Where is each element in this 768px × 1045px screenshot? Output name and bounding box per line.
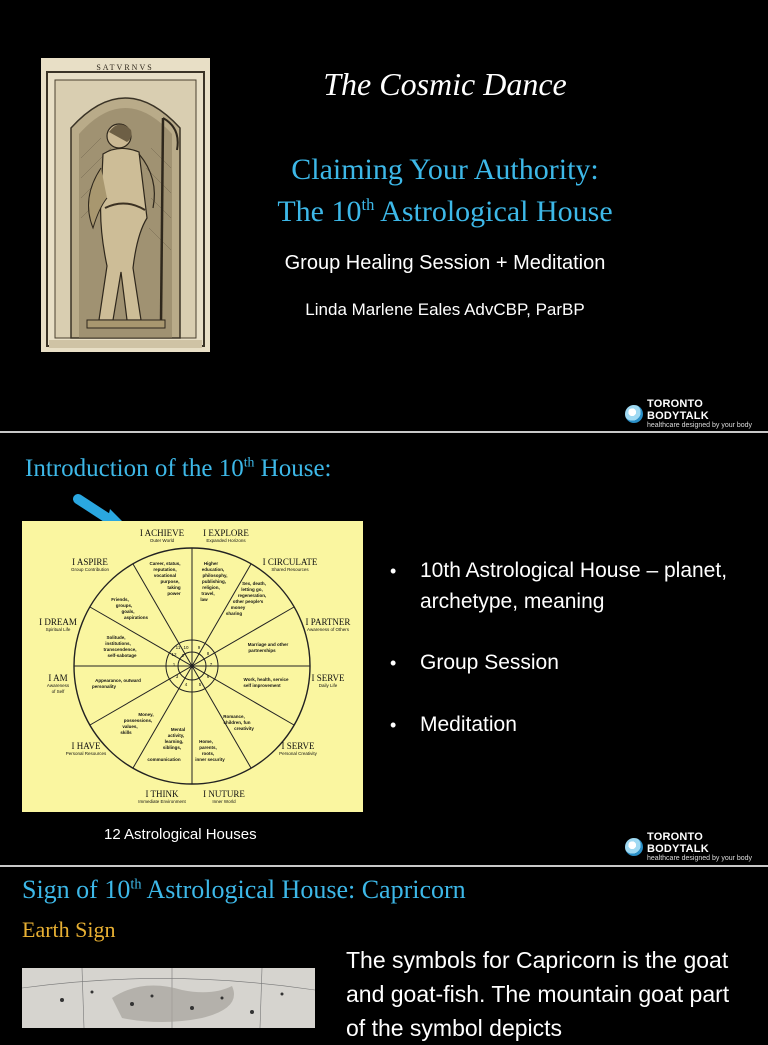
svg-text:publishing,: publishing, (202, 579, 226, 584)
svg-text:Shared Resources: Shared Resources (271, 567, 309, 572)
astrological-houses-wheel (22, 521, 363, 812)
svg-text:institutions,: institutions, (105, 641, 131, 646)
svg-text:vocational: vocational (153, 573, 177, 578)
svg-text:Higher: Higher (203, 561, 219, 566)
svg-text:I NUTURE: I NUTURE (203, 789, 245, 799)
toronto-bodytalk-logo (625, 831, 768, 862)
svg-text:regeneration,: regeneration, (237, 593, 267, 598)
logo-tagline: healthcare designed by your body (646, 855, 753, 862)
svg-text:Spiritual Life: Spiritual Life (45, 627, 71, 632)
svg-text:I PARTNER: I PARTNER (305, 617, 351, 627)
svg-text:sharing: sharing (225, 611, 243, 616)
svg-text:activity,: activity, (167, 733, 185, 738)
svg-text:possessions,: possessions, (123, 718, 153, 723)
presentation-subtitle-line1: Claiming Your Authority: (291, 153, 599, 186)
svg-text:Inner World: Inner World (212, 799, 236, 804)
svg-text:Expanded Horizons: Expanded Horizons (206, 538, 246, 543)
toronto-bodytalk-logo (625, 398, 768, 429)
svg-text:skills: skills (120, 730, 132, 735)
svg-text:personality: personality (91, 684, 117, 689)
slide-capricorn (0, 867, 768, 1041)
svg-text:Home,: Home, (199, 739, 213, 744)
presentation-title: The Cosmic Dance (323, 66, 567, 102)
svg-text:I HAVE: I HAVE (71, 741, 101, 751)
svg-text:Marriage and other: Marriage and other (247, 642, 289, 647)
svg-text:Friends,: Friends, (111, 597, 129, 602)
globe-icon (625, 838, 643, 856)
svg-text:children, fun: children, fun (223, 720, 251, 725)
svg-text:Career, status,: Career, status, (149, 561, 181, 566)
svg-text:power: power (167, 591, 181, 596)
svg-text:of Self: of Self (51, 689, 65, 694)
svg-text:Romance,: Romance, (223, 714, 245, 719)
capricorn-description: The symbols for Capricorn is the goat and goat-fish. The mountain goat part of the symbol depicts (346, 947, 730, 1041)
logo-name: TORONTO BODYTALK (646, 831, 709, 855)
svg-text:values,: values, (122, 724, 138, 729)
svg-text:Sex, death,: Sex, death, (242, 581, 266, 586)
svg-text:education,: education, (201, 567, 225, 572)
svg-text:groups,: groups, (115, 603, 133, 608)
globe-icon (625, 405, 643, 423)
svg-text:money: money (230, 605, 246, 610)
svg-text:law: law (200, 597, 208, 602)
slide-introduction (0, 433, 768, 865)
svg-text:I SERVE: I SERVE (311, 673, 345, 683)
svg-text:travel,: travel, (201, 591, 215, 596)
svg-text:I THINK: I THINK (145, 789, 179, 799)
svg-text:taking: taking (167, 585, 181, 590)
svg-text:Appearance, outward: Appearance, outward (95, 678, 141, 683)
svg-text:10: 10 (183, 645, 189, 650)
svg-text:partnerships: partnerships (248, 648, 276, 653)
svg-text:self-sabotage: self-sabotage (107, 653, 137, 658)
svg-text:I AM: I AM (48, 673, 68, 683)
svg-text:Immediate Environment: Immediate Environment (138, 799, 186, 804)
svg-text:I ASPIRE: I ASPIRE (72, 557, 108, 567)
logo-tagline: healthcare designed by your body (646, 422, 753, 429)
svg-text:other people's: other people's (232, 599, 264, 604)
svg-text:communication: communication (147, 757, 181, 762)
svg-text:6: 6 (206, 674, 210, 679)
svg-text:Personal Creativity: Personal Creativity (279, 751, 317, 756)
svg-text:7: 7 (209, 662, 213, 667)
svg-text:Outer World: Outer World (149, 538, 175, 543)
engraving-caption: SATVRNVS (96, 63, 154, 72)
bullet-list (390, 555, 750, 771)
svg-text:Personal Resources: Personal Resources (65, 751, 107, 756)
svg-text:roots,: roots, (201, 751, 215, 756)
svg-text:transcendence,: transcendence, (103, 647, 137, 652)
svg-text:I ACHIEVE: I ACHIEVE (139, 528, 185, 538)
svg-text:2: 2 (181, 653, 185, 658)
author-name: Linda Marlene Eales AdvCBP, ParBP (305, 300, 585, 319)
svg-text:5: 5 (198, 682, 202, 687)
svg-text:3: 3 (175, 674, 179, 679)
svg-text:learning,: learning, (164, 739, 184, 744)
svg-text:religion,: religion, (202, 585, 220, 590)
svg-text:Group Contribution: Group Contribution (70, 567, 110, 572)
list-item: • Meditation (390, 709, 750, 741)
svg-text:goals,: goals, (121, 609, 135, 614)
svg-text:8: 8 (206, 651, 210, 656)
svg-text:purpose,: purpose, (160, 579, 180, 584)
svg-text:Money,: Money, (138, 712, 154, 717)
svg-text:12: 12 (171, 652, 177, 657)
wheel-caption: 12 Astrological Houses (104, 826, 257, 843)
svg-text:reputation,: reputation, (153, 567, 177, 572)
svg-text:4: 4 (184, 682, 188, 687)
svg-text:I CIRCULATE: I CIRCULATE (262, 557, 318, 567)
svg-text:self improvement: self improvement (243, 683, 281, 688)
svg-text:I DREAM: I DREAM (39, 617, 77, 627)
list-item: • Group Session (390, 647, 750, 679)
slide-title (0, 0, 768, 431)
svg-text:Mental: Mental (170, 727, 186, 732)
svg-text:siblings,: siblings, (162, 745, 182, 750)
svg-text:11: 11 (175, 645, 181, 650)
svg-text:Daily Life: Daily Life (318, 683, 338, 688)
svg-text:Work, health, service: Work, health, service (243, 677, 289, 682)
svg-text:Awareness of Others: Awareness of Others (307, 627, 349, 632)
slide-title: Sign of 10th Astrological House: Capricorn (22, 875, 466, 904)
list-item: • 10th Astrological House – planet, archetype, meaning (390, 555, 750, 617)
presentation-subtitle-line2: The 10th Astrological House (277, 195, 613, 228)
slide-subtitle: Earth Sign (22, 917, 116, 942)
svg-text:Awareness: Awareness (46, 683, 70, 688)
svg-text:philosophy,: philosophy, (202, 573, 228, 578)
saturn-engraving-image (41, 58, 210, 352)
svg-text:parents,: parents, (199, 745, 217, 750)
svg-text:I SERVE: I SERVE (281, 741, 315, 751)
svg-text:9: 9 (197, 645, 201, 650)
svg-text:letting go,: letting go, (241, 587, 263, 592)
svg-text:I EXPLORE: I EXPLORE (203, 528, 249, 538)
session-description: Group Healing Session + Meditation (284, 252, 606, 274)
svg-text:aspirations: aspirations (123, 615, 149, 620)
svg-text:inner security: inner security (195, 757, 225, 762)
slide-title: Introduction of the 10th House: (25, 454, 332, 482)
logo-name: TORONTO BODYTALK (646, 398, 709, 422)
svg-text:creativity: creativity (234, 726, 254, 731)
capricorn-star-map-image (22, 968, 315, 1028)
svg-text:Solitude,: Solitude, (106, 635, 126, 640)
svg-text:1: 1 (172, 662, 176, 667)
